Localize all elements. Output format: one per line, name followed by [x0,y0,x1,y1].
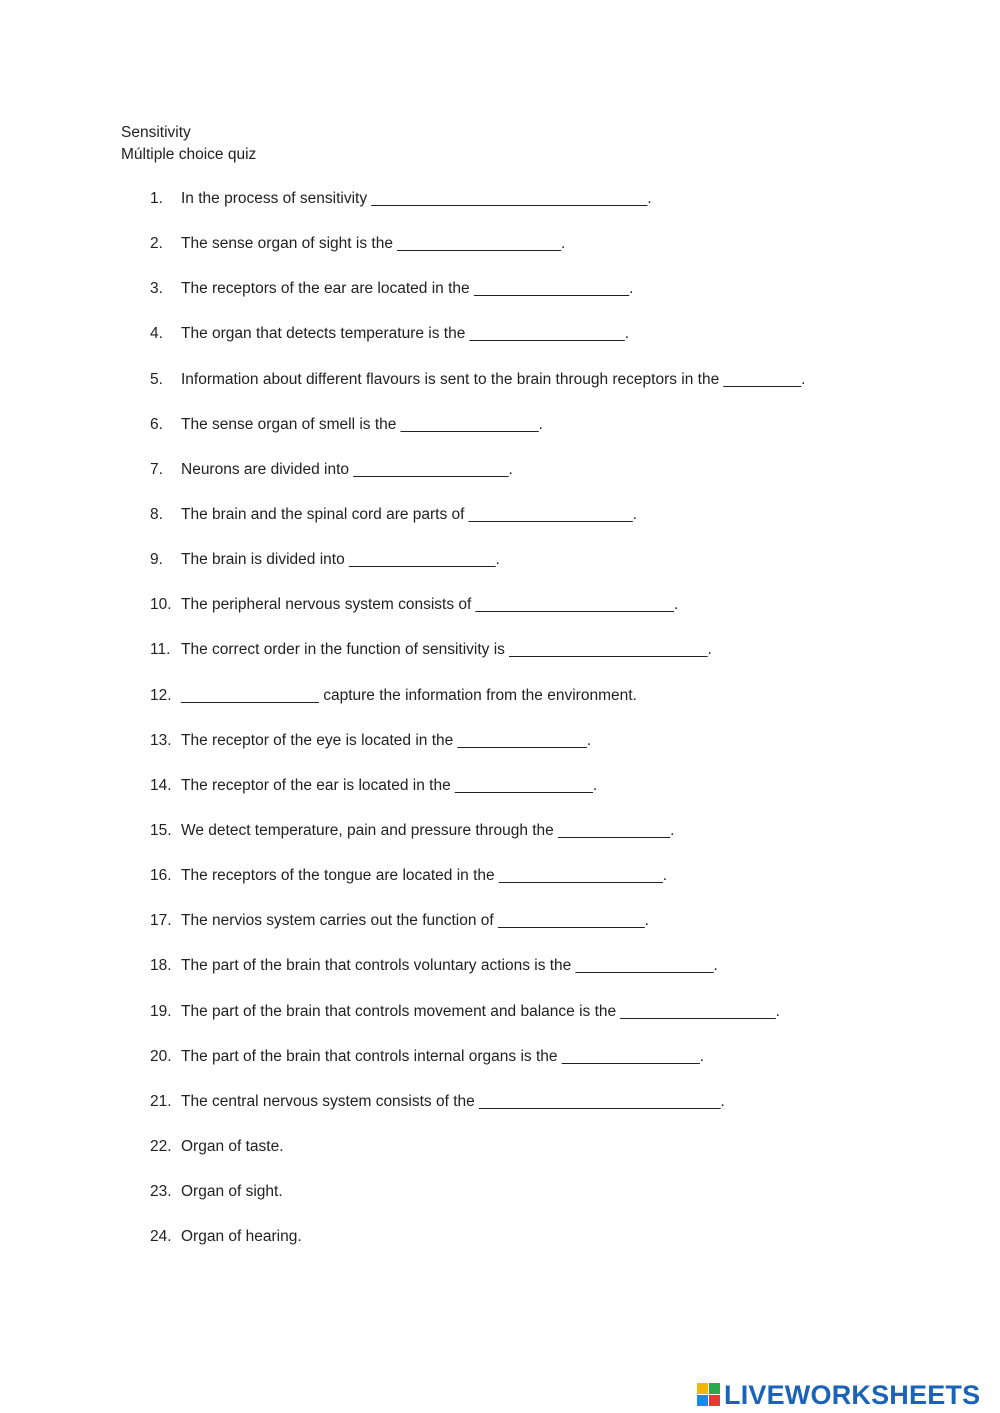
question-number: 12. [150,686,172,704]
question-item [0,414,1000,459]
question-text: We detect temperature, pain and pressure through the _____________. [181,821,675,839]
question-number: 10. [150,596,172,614]
question-number: 3. [150,280,163,298]
question-number: 1. [150,190,163,207]
question-text: The part of the brain that controls internal organs is the ________________. [181,1047,705,1065]
question-number: 2. [150,235,163,253]
question-number: 16. [150,867,172,885]
question-text: The organ that detects temperature is the __________________. [181,325,630,343]
question-text: Organ of taste. [181,1137,284,1155]
liveworksheets-logo-icon [697,1383,721,1407]
question-item [0,1091,1000,1136]
question-number: 14. [150,776,172,794]
question-number: 18. [150,957,172,975]
question-text: The correct order in the function of sensitivity is _______________________. [181,641,712,659]
question-text: The receptor of the ear is located in the ________________. [181,776,598,794]
question-number: 22. [150,1137,172,1155]
question-text: The peripheral nervous system consists of _______________________. [181,596,679,614]
question-item [0,1181,1000,1226]
question-text: The brain and the spinal cord are parts of ___________________. [181,505,637,523]
question-item [0,820,1000,865]
question-number: 5. [150,370,163,388]
question-number: 9. [150,551,163,569]
question-item [0,1226,1000,1271]
question-item [0,278,1000,323]
question-number: 17. [150,912,172,930]
question-item [0,639,1000,684]
worksheet-heading [121,122,256,165]
question-text: ________________ capture the information from the environment. [181,686,637,704]
question-text: The part of the brain that controls movement and balance is the __________________. [181,1002,780,1020]
worksheet-subtitle: Múltiple choice quiz [121,145,257,163]
question-item [0,188,1000,233]
question-item [0,1136,1000,1181]
question-text: The brain is divided into _________________. [181,551,500,569]
question-text: The sense organ of sight is the ___________________. [181,235,566,253]
question-number: 23. [150,1183,172,1201]
question-number: 11. [150,641,171,659]
question-text: The central nervous system consists of the ____________________________. [181,1092,725,1110]
question-number: 15. [150,821,172,839]
question-text: The receptors of the ear are located in the __________________. [181,280,634,298]
question-item [0,910,1000,955]
question-number: 24. [150,1228,172,1246]
question-number: 7. [150,460,163,478]
question-item [0,504,1000,549]
question-item [0,369,1000,414]
question-text: Neurons are divided into __________________. [181,460,513,478]
question-text: The sense organ of smell is the ________________. [181,415,543,433]
question-text: The part of the brain that controls voluntary actions is the ________________. [181,957,718,975]
question-text: The receptors of the tongue are located in the ___________________. [181,867,668,885]
question-list [0,188,1000,1271]
question-number: 13. [150,731,172,749]
question-item [0,685,1000,730]
question-item [0,775,1000,820]
logo-text: LIVEWORKSHEETS [724,1380,981,1410]
question-text: The receptor of the eye is located in the _______________. [181,731,592,749]
question-text: Information about different flavours is sent to the brain through receptors in the _________. [181,370,806,388]
question-item [0,233,1000,278]
question-item [0,955,1000,1000]
question-number: 6. [150,415,163,433]
question-item [0,730,1000,775]
question-item [0,594,1000,639]
question-item [0,323,1000,368]
question-item [0,549,1000,594]
question-text: Organ of hearing. [181,1228,302,1246]
question-number: 4. [150,325,163,343]
question-item [0,865,1000,910]
question-text: Organ of sight. [181,1183,283,1201]
question-text: In the process of sensitivity ________________________________. [181,190,652,207]
question-number: 20. [150,1047,172,1065]
question-text: The nervios system carries out the function of _________________. [181,912,649,930]
question-item [0,459,1000,504]
question-number: 21. [150,1092,172,1110]
worksheet-title: Sensitivity [121,124,191,141]
question-item [0,1046,1000,1091]
liveworksheets-logo[interactable] [697,1378,980,1412]
question-item [0,1001,1000,1046]
question-number: 19. [150,1002,172,1020]
question-number: 8. [150,505,163,523]
